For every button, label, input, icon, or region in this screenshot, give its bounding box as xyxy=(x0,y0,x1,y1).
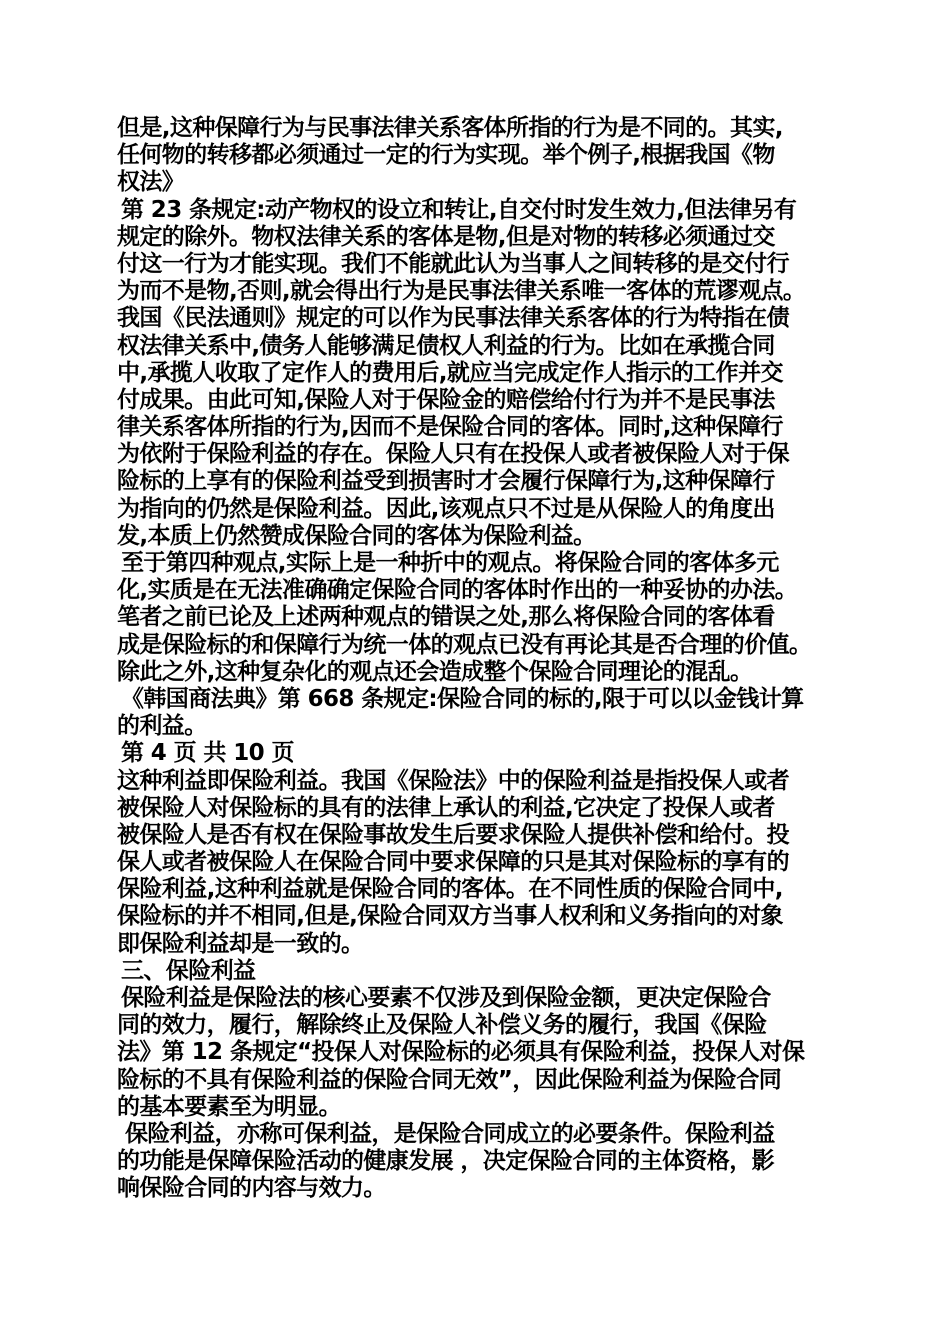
text-line: 付这一行为才能实现。我们不能就此认为当事人之间转移的是交付行 xyxy=(117,250,790,277)
text-line: 险标的不具有保险利益的保险合同无效”，因此保险利益为保险合同 xyxy=(117,1066,782,1093)
section-heading: 三、保险利益 xyxy=(121,957,256,984)
text-line: 笔者之前已论及上述两种观点的错误之处,那么将保险合同的客体看 xyxy=(117,604,775,631)
text-line: 保险利益是保险法的核心要素不仅涉及到保险金额，更决定保险合 xyxy=(121,985,771,1011)
text-line: 被保险人对保险标的具有的法律上承认的利益,它决定了投保人或者 xyxy=(117,794,775,821)
text-line: 保险标的并不相同,但是,保险合同双方当事人权利和义务指向的对象 xyxy=(117,903,783,930)
text-line: 的基本要素至为明显。 xyxy=(117,1093,342,1120)
text-line: 规定的除外。物权法律关系的客体是物,但是对物的转移必须通过交 xyxy=(117,223,775,250)
text-line: 险标的上享有的保险利益受到损害时才会履行保障行为,这种保障行 xyxy=(117,468,775,495)
text-line: 即保险利益却是一致的。 xyxy=(117,930,364,957)
text-line: 发,本质上仍然赞成保险合同的客体为保险利益。 xyxy=(117,522,596,549)
text-line: 律关系客体所指的行为,因而不是保险合同的客体。同时,这种保障行 xyxy=(117,414,783,441)
text-line: 除此之外,这种复杂化的观点还会造成整个保险合同理论的混乱。 xyxy=(117,658,753,685)
text-line: 响保险合同的内容与效力。 xyxy=(117,1175,386,1202)
text-line: 保险利益，亦称可保利益，是保险合同成立的必要条件。保险利益 xyxy=(125,1120,775,1147)
text-line: 成是保险标的和保障行为统一体的观点已没有再论其是否合理的价值。 xyxy=(117,631,812,658)
text-line: 为指向的仍然是保险利益。因此,该观点只不过是从保险人的角度出 xyxy=(117,495,775,522)
text-line: 为而不是物,否则,就会得出行为是民事法律关系唯一客体的荒谬观点。 xyxy=(117,278,806,305)
text-line: 为依附于保险利益的存在。保险人只有在投保人或者被保险人对于保 xyxy=(117,441,790,468)
text-line: 中,承揽人收取了定作人的费用后,就应当完成定作人指示的工作并交 xyxy=(117,359,783,386)
page-number: 第 4 页 共 10 页 xyxy=(121,740,294,767)
text-line: 任何物的转移都必须通过一定的行为实现。举个例子,根据我国《物 xyxy=(117,142,775,169)
document-body xyxy=(117,115,847,1203)
text-line: 的功能是保障保险活动的健康发展 ，决定保险合同的主体资格，影 xyxy=(117,1148,775,1175)
text-line: 法》第 12 条规定“投保人对保险标的必须具有保险利益，投保人对保 xyxy=(117,1039,805,1066)
text-line: 化,实质是在无法准确确定保险合同的客体时作出的一种妥协的办法。 xyxy=(117,577,798,604)
text-line: 付成果。由此可知,保险人对于保险金的赔偿给付行为并不是民事法 xyxy=(117,386,775,413)
text-line: 第 23 条规定:动产物权的设立和转让,自交付时发生效力,但法律另有 xyxy=(121,196,797,223)
text-line: 同的效力，履行，解除终止及保险人补偿义务的履行，我国《保险 xyxy=(117,1012,767,1039)
text-line: 至于第四种观点,实际上是一种折中的观点。将保险合同的客体多元 xyxy=(121,550,779,576)
text-line: 的利益。 xyxy=(117,713,207,740)
text-line: 权法》 xyxy=(117,169,185,196)
text-line: 被保险人是否有权在保险事故发生后要求保险人提供补偿和给付。投 xyxy=(117,821,790,848)
text-line: 但是,这种保障行为与民事法律关系客体所指的行为是不同的。其实, xyxy=(117,115,783,141)
text-line: 我国《民法通则》规定的可以作为民事法律关系客体的行为特指在债 xyxy=(117,305,790,332)
text-line: 《韩国商法典》第 668 条规定:保险合同的标的,限于可以以金钱计算 xyxy=(121,685,804,712)
text-line: 保险利益,这种利益就是保险合同的客体。在不同性质的保险合同中, xyxy=(117,876,783,903)
text-line: 权法律关系中,债务人能够满足债权人利益的行为。比如在承揽合同 xyxy=(117,332,775,359)
text-line: 保人或者被保险人在保险合同中要求保障的只是其对保险标的享有的 xyxy=(117,849,790,876)
text-line: 这种利益即保险利益。我国《保险法》中的保险利益是指投保人或者 xyxy=(117,767,790,794)
